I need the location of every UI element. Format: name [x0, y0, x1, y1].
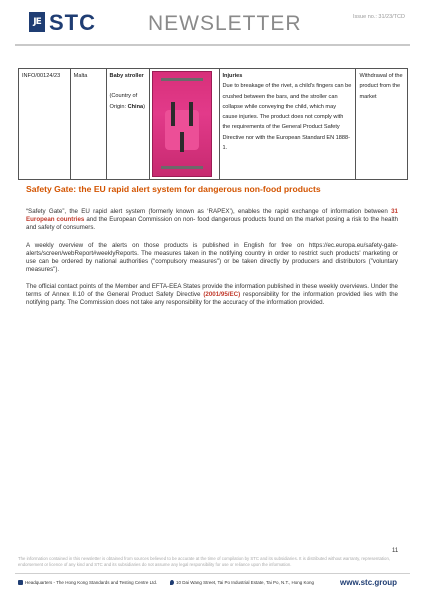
phone-icon: [18, 580, 23, 585]
origin-prefix: (Country of Origin:: [109, 93, 138, 110]
footer-divider: [15, 573, 410, 574]
countries-highlight: 31 European countries: [26, 208, 398, 223]
newsletter-title: NEWSLETTER: [148, 12, 302, 35]
recall-table: [18, 68, 408, 180]
stroller-strap-left: [171, 102, 175, 126]
stroller-strap-center: [180, 132, 184, 152]
header-divider: [15, 44, 410, 46]
page-number: 11: [392, 548, 399, 554]
paragraph-weekly-overview: A weekly overview of the alerts on those products is published in English for free on https://ec.europa.eu/safety-gate-alerts/screen/webReport#weeklyReports. The measures taken in the notifying country in order to restrict such products' marketing or use can be ordered by national authorities ("compulsory measures") or be taken directly by producers and distributors ("voluntary measures").: [26, 242, 398, 273]
reference-cell: INFO/00124/23: [19, 69, 71, 180]
footer-hq-text: Headquarters - The Hong Kong Standards and Testing Centre Ltd.: [25, 580, 158, 585]
directive-highlight: (2001/95/EC): [203, 291, 241, 298]
footer-headquarters: [18, 580, 157, 585]
website-link[interactable]: www.stc.group: [340, 578, 398, 587]
origin-suffix: ): [143, 103, 145, 110]
page-header: [0, 0, 425, 48]
risk-cell: [219, 69, 356, 180]
stc-logo-icon: JE: [29, 12, 45, 32]
baby-stroller-photo: [152, 71, 212, 177]
risk-description: Due to breakage of the rivet, a child's fingers can be crushed between the bars, and the stroller can collapse while conveying the child, which may cause injuries. The product does not comply with the requirements of the General Product Safety Directive nor with the European Standard EN 1888-1.: [222, 83, 352, 152]
stroller-strap-right: [189, 102, 193, 126]
stroller-bar: [161, 78, 203, 81]
risk-type: Injuries: [222, 73, 243, 79]
origin-line: [110, 91, 147, 112]
country-cell: Malta: [70, 69, 106, 180]
table-row: [19, 69, 408, 180]
origin-country: China: [127, 103, 144, 110]
measure-cell: Withdrawal of the product from the market: [356, 69, 408, 180]
product-name: Baby stroller: [109, 73, 144, 79]
paragraph-contact-points: [26, 283, 398, 307]
stroller-footrest: [161, 166, 203, 169]
issue-number: Issue no.: 31/23/TCD: [353, 14, 405, 20]
footer-address-text: 10 Dai Wang Street, Tai Po Industrial Estate, Tai Po, N.T., Hong Kong: [176, 580, 314, 585]
contact-text-b: responsibility for the information provided lies with the notifying party. The Commission does not take any responsibility for the accuracy of the information provided.: [26, 291, 398, 306]
stc-logo-text: STC: [49, 10, 96, 35]
disclaimer: The information contained in this newsletter is obtained from sources believed to be accurate at the time of compilation by STC and its subsidiaries. It is distributed without warranty, representation, endorsement or licence of any kind and STC and its subsidiaries do not assume any legal responsibility for use or reliance upon the information.: [18, 556, 391, 568]
contact-text-a: The official contact points of the Member and EFTA-EEA States provide the information published in these weekly overviews. Under the terms of Annex II.10 of the General Product Safety Directive: [26, 283, 398, 298]
intro-text-a: “Safety Gate”, the EU rapid alert system (formerly known as ‘RAPEX’), enables the rapid exchange of information between: [26, 208, 392, 215]
intro-text-b: and the European Commission on non- food dangerous products found on the market posing a risk to the health and safety of consumers.: [26, 216, 398, 231]
section-title: Safety Gate: the EU rapid alert system for dangerous non-food products: [26, 184, 321, 194]
product-cell: [106, 69, 150, 180]
photo-cell: [150, 69, 219, 180]
location-pin-icon: [170, 580, 174, 585]
footer-address: [170, 580, 314, 585]
paragraph-intro: [26, 208, 398, 232]
